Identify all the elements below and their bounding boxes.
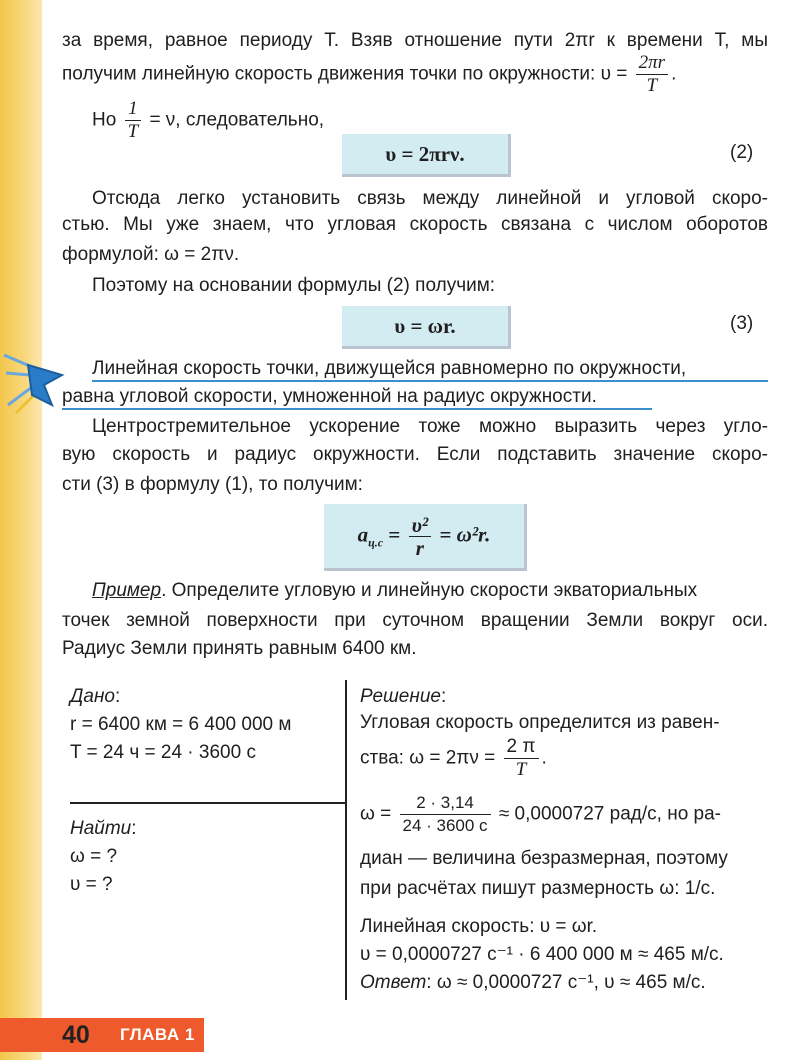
- acc-subscript: ц.с: [368, 535, 384, 549]
- para1-line-3: формулой: ω = 2πν.: [62, 244, 240, 265]
- fraction-numerator: 1: [125, 98, 142, 121]
- para1-line-4: Поэтому на основании формулы (2) получим:: [92, 275, 496, 296]
- find-title: Найти:: [70, 818, 137, 839]
- equation-number-2: (2): [730, 142, 754, 163]
- solution-line-5: при расчётах пишут размерность ω: 1/с.: [360, 878, 716, 899]
- para2-line-2: вую скорость и радиус окружности. Если подставить значение скоро-: [62, 444, 768, 465]
- para2-line-1: Центростремительное ускорение тоже можно выразить через угло-: [92, 416, 768, 437]
- fraction-numerator: υ²: [409, 514, 432, 537]
- example-line-2: точек земной поверхности при суточном вращении Земли вокруг оси.: [62, 610, 768, 631]
- table-horizontal-divider: [70, 802, 345, 804]
- answer-label: Ответ: [360, 972, 427, 993]
- rule-underline-1: [92, 380, 768, 382]
- example-line-3: Радиус Земли принять равным 6400 км.: [62, 638, 417, 659]
- fraction-numerator: 2 · 3,14: [400, 792, 491, 815]
- find-omega: ω = ?: [70, 846, 118, 867]
- acc-rhs: = ω²r.: [439, 521, 491, 546]
- fraction-v2-over-r: [409, 514, 432, 559]
- formula-2: υ = 2πrν.: [385, 141, 465, 166]
- find-v: υ = ?: [70, 874, 113, 895]
- intro-line-1: за время, равное периоду T. Взяв отношение пути 2πr к времени T, мы: [62, 30, 768, 51]
- fraction-denominator: 24 · 3600 с: [402, 816, 488, 835]
- fraction-2pir-over-T: [636, 52, 668, 97]
- fraction-numerator: 2πr: [636, 52, 668, 75]
- solution-line-3-text: ω =: [360, 803, 392, 825]
- formula-acceleration-box: [324, 504, 527, 571]
- intro-line-2-end: .: [671, 63, 677, 85]
- solution-title-text: Решение: [360, 686, 441, 707]
- solution-title: Решение:: [360, 686, 447, 707]
- page-footer: [0, 1018, 204, 1052]
- intro-line-3-text: Но: [92, 109, 117, 131]
- given-title: Дано:: [70, 686, 121, 707]
- fraction-denominator: T: [515, 759, 527, 780]
- formula-acceleration: $a_{ц.с}$ = $\frac{\text{υ²}}{r}$ = ω²r.: [357, 512, 491, 560]
- fraction-denominator: T: [127, 121, 139, 142]
- solution-line-6: Линейная скорость: υ = ωr.: [360, 916, 598, 937]
- rule-line-2: равна угловой скорости, умноженной на радиус окружности.: [62, 386, 597, 407]
- fraction-numerator: 2 π: [504, 736, 539, 759]
- fraction-denominator: r: [415, 535, 424, 560]
- acc-symbol: a: [357, 521, 369, 546]
- solution-line-1: Угловая скорость определится из равен-: [360, 712, 720, 733]
- solution-line-4: диан — величина безразмерная, поэтому: [360, 848, 728, 869]
- solution-line-2: [360, 736, 547, 781]
- page-number: 40: [62, 1021, 90, 1049]
- para1-line-2: стью. Мы уже знаем, что угловая скорость связана с числом оборотов: [62, 214, 768, 235]
- example-line-1-text: . Определите угловую и линейную скорости экваториальных: [161, 580, 698, 601]
- given-title-text: Дано: [70, 686, 115, 707]
- formula-3: υ = ωr.: [394, 313, 456, 338]
- para2-line-3: сти (3) в формулу (1), то получим:: [62, 474, 363, 495]
- find-title-text: Найти: [70, 818, 132, 839]
- fraction-1-over-T: [125, 98, 142, 143]
- intro-line-3-end: = ν, следовательно,: [149, 109, 325, 131]
- fraction-calc: [400, 792, 491, 837]
- chapter-label: ГЛАВА 1: [120, 1025, 195, 1044]
- intro-line-2-text: получим линейную скорость движения точки по окружности: υ =: [62, 63, 628, 85]
- given-r: r = 6400 км = 6 400 000 м: [70, 714, 292, 735]
- fraction-2pi-over-T: [504, 736, 539, 781]
- solution-line-7: υ = 0,0000727 с⁻¹ · 6 400 000 м ≈ 465 м/с.: [360, 944, 724, 965]
- para1-line-1: Отсюда легко установить связь между линейной и угловой скоро-: [92, 188, 768, 209]
- rule-underline-2: [62, 408, 652, 410]
- given-solution-table: [62, 680, 772, 1000]
- solution-line-3-end: ≈ 0,0000727 рад/с, но ра-: [498, 803, 721, 825]
- example-label: Пример: [92, 580, 162, 601]
- intro-line-3: [92, 98, 324, 143]
- fraction-denominator: T: [646, 75, 658, 96]
- page-margin-strip: [0, 0, 42, 1060]
- equation-number-3: (3): [730, 313, 754, 334]
- formula-2-box: [342, 134, 511, 177]
- solution-line-3: [360, 792, 721, 837]
- given-T: T = 24 ч = 24 · 3600 с: [70, 742, 256, 763]
- solution-line-2-end: .: [541, 747, 547, 769]
- rule-line-1: Линейная скорость точки, движущейся равномерно по окружности,: [92, 358, 687, 379]
- table-vertical-divider: [345, 680, 347, 1000]
- example-line-1: [92, 578, 697, 604]
- intro-line-2: [62, 52, 676, 97]
- solution-answer: [360, 970, 706, 996]
- answer-text: : ω ≈ 0,0000727 с⁻¹, υ ≈ 465 м/с.: [426, 972, 706, 993]
- formula-3-box: [342, 306, 511, 349]
- solution-line-2-text: ства: ω = 2πν =: [360, 747, 496, 769]
